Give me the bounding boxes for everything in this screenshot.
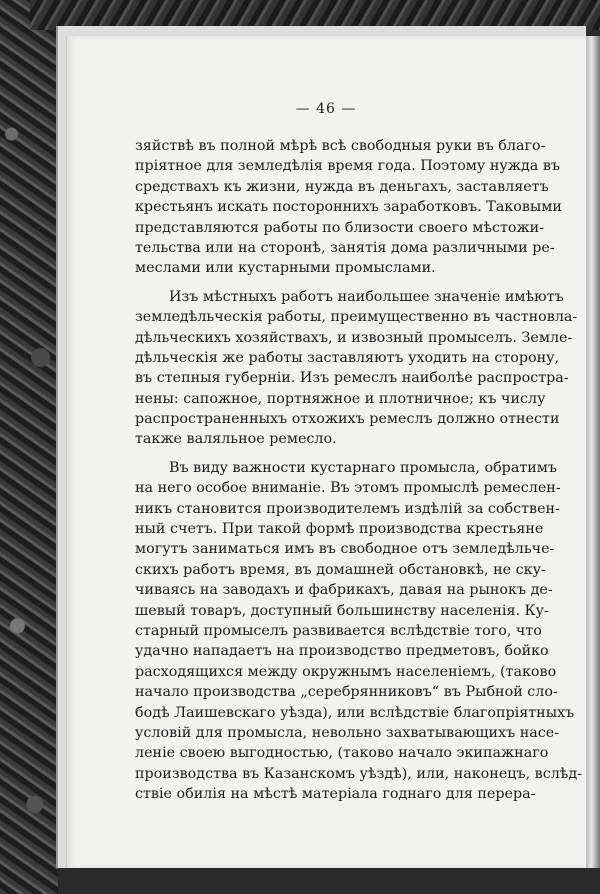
text-line: производства въ Казанскомъ уѣздѣ), или, наконецъ, вслѣд- bbox=[135, 765, 583, 782]
text-line: распространенныхъ отхожихъ ремеслъ должно отнести bbox=[135, 411, 560, 428]
paragraph-1 bbox=[135, 136, 562, 279]
text-line: начало производства „серебрянниковъ“ въ Рыбной сло- bbox=[135, 684, 558, 701]
text-line: нены: сапожное, портняжное и плотничное; къ числу bbox=[135, 390, 546, 407]
page-body-text bbox=[135, 136, 583, 805]
text-line: ствіе обилія на мѣстѣ матеріала годнаго для перера- bbox=[135, 786, 536, 803]
text-line: также валяльное ремесло. bbox=[135, 431, 337, 448]
book-spine-marbled-edge bbox=[0, 0, 58, 894]
text-line: ный счетъ. При такой формѣ производства крестьяне bbox=[135, 521, 544, 538]
paragraph-2 bbox=[135, 287, 578, 450]
text-line: расходящихся между окружнымъ населеніемъ, (таково bbox=[135, 663, 557, 680]
text-line: бодѣ Лаишевскаго уѣзда), или вслѣдствіе благопріятныхъ bbox=[135, 704, 575, 721]
text-line: представляются работы по близости своего мѣстожи- bbox=[135, 219, 545, 236]
text-line: чиваясь на заводахъ и фабрикахъ, давая на рынокъ де- bbox=[135, 582, 553, 599]
text-line: дѣльческихъ хозяйствахъ, и извозный промыселъ. Земле- bbox=[135, 329, 573, 346]
page-number: — 46 — bbox=[295, 101, 357, 117]
text-line: Изъ мѣстныхъ работъ наибольшее значеніе имѣютъ bbox=[169, 288, 564, 305]
text-line: никъ становится производителемъ издѣлій за собствен- bbox=[135, 500, 560, 517]
text-line: средствахъ къ жизни, нужда въ деньгахъ, заставляетъ bbox=[135, 178, 549, 195]
text-line: пріятное для земледѣлія время года. Поэтому нужда въ bbox=[135, 158, 560, 175]
text-line: скихъ работъ время, въ домашней обстановкѣ, не ску- bbox=[135, 561, 546, 578]
text-line: старный промыселъ развивается вслѣдствіе того, что bbox=[135, 622, 542, 639]
text-line: удачно нападаетъ на производство предметовъ, бойко bbox=[135, 643, 549, 660]
text-line: въ степныя губерніи. Изъ ремеслъ наиболѣе распростра- bbox=[135, 370, 569, 387]
text-line: меслами или кустарными промыслами. bbox=[135, 260, 436, 277]
text-line: дѣльческія же работы заставляютъ уходить на сторону, bbox=[135, 349, 560, 366]
text-line: на него особое вниманіе. Въ этомъ промыслѣ ремеслен- bbox=[135, 480, 561, 497]
paragraph-3 bbox=[135, 458, 583, 805]
text-line: леніе своею выгодностью, (таково начало экипажнаго bbox=[135, 745, 549, 762]
page-right-edge bbox=[586, 36, 600, 868]
text-line: тельства или на сторонѣ, занятія дома различными ре- bbox=[135, 239, 555, 256]
text-line: шевый товаръ, доступный большинству населенія. Ку- bbox=[135, 602, 549, 619]
text-line: крестьянъ искать постороннихъ заработковъ. Таковыми bbox=[135, 199, 562, 216]
text-line: могутъ заниматься имъ въ свободное отъ земледѣльче- bbox=[135, 541, 555, 558]
text-line: Въ виду важности кустарнаго промысла, обратимъ bbox=[169, 459, 558, 476]
text-line: земледѣльческія работы, преимущественно въ частновла- bbox=[135, 309, 578, 326]
text-line: условій для промысла, невольно захватывающихъ насе- bbox=[135, 724, 560, 741]
text-line: зяйствѣ въ полной мѣрѣ всѣ свободныя руки въ благо- bbox=[135, 138, 546, 154]
